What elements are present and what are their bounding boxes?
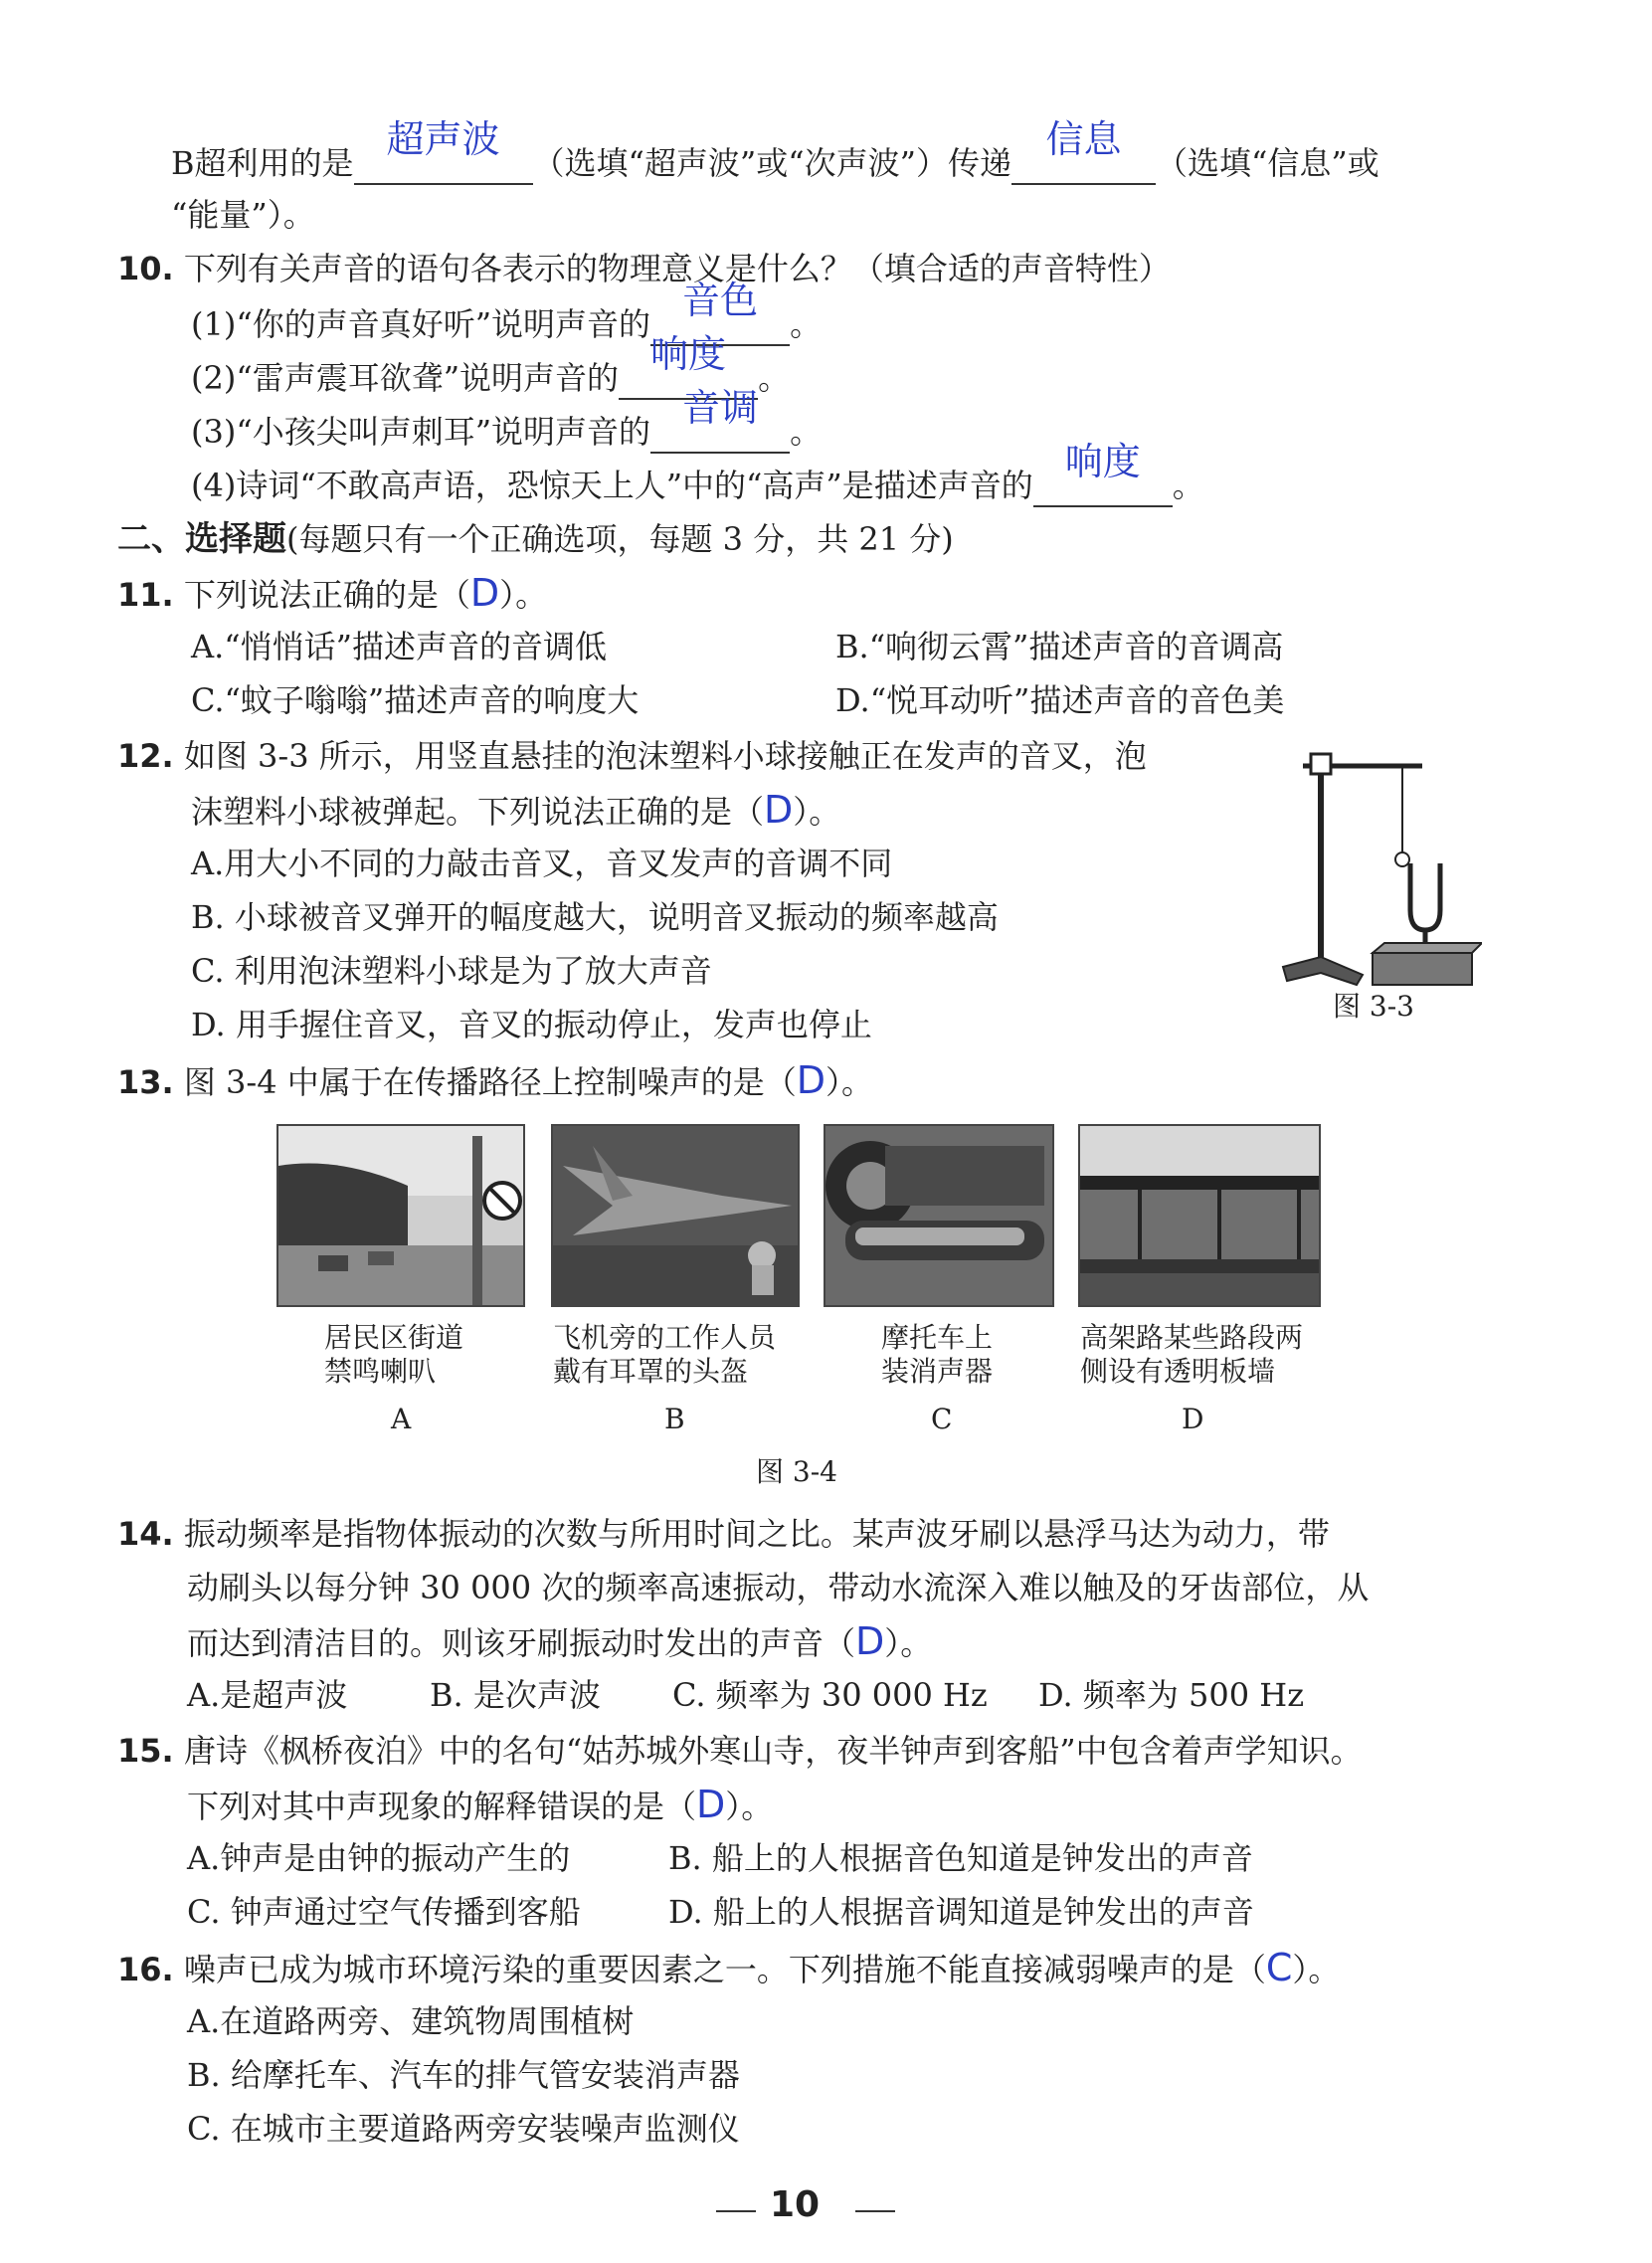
q10-blank-4[interactable]: 响度 [1033, 462, 1173, 507]
q10-blank-1[interactable]: 音色 [650, 300, 790, 346]
q14-option-c[interactable]: C. 频率为 30 000 Hz [672, 1676, 988, 1714]
q13-answer[interactable]: D [796, 1058, 826, 1102]
figure-3-4-caption: 图 3-4 [756, 1455, 837, 1488]
q12-option-c[interactable]: C. 利用泡沫塑料小球是为了放大声音 [191, 952, 712, 990]
q15-option-c[interactable]: C. 钟声通过空气传播到客船 [187, 1893, 581, 1931]
label-b: B [664, 1403, 685, 1435]
q10-sub2: (2)“雷声震耳欲聋”说明声音的 响度 。 [191, 354, 790, 400]
q15-option-a[interactable]: A.钟声是由钟的振动产生的 [187, 1839, 571, 1877]
photo-b-jet[interactable] [551, 1124, 800, 1307]
page-number: 10 [770, 2184, 821, 2225]
q14-option-b[interactable]: B. 是次声波 [430, 1676, 601, 1714]
q10-sub1: (1)“你的声音真好听”说明声音的 音色 。 [191, 300, 822, 346]
caption-b: 飞机旁的工作人员 戴有耳罩的头盔 [553, 1321, 777, 1388]
q15-option-d[interactable]: D. 船上的人根据音调知道是钟发出的声音 [668, 1893, 1254, 1931]
photo-a-street[interactable] [276, 1124, 525, 1307]
q9-line1: B超利用的是 超声波 （选填“超声波”或“次声波”）传递 信息 （选填“信息”或 [171, 139, 1379, 185]
q11-stem: 11. 下列说法正确的是（D）。 [117, 571, 548, 615]
q12-stem1: 12. 如图 3-3 所示，用竖直悬挂的泡沫塑料小球接触正在发声的音叉，泡 [117, 737, 1147, 775]
q14-line3: 而达到清洁目的。则该牙刷振动时发出的声音（D）。 [187, 1619, 933, 1663]
caption-c: 摩托车上 装消声器 [881, 1321, 994, 1388]
q10-blank-2[interactable]: 响度 [619, 354, 758, 400]
q12-stem2: 沫塑料小球被弹起。下列说法正确的是（D）。 [191, 788, 841, 832]
section-title: 二、选择题(每题只有一个正确选项，每题 3 分，共 21 分) [117, 519, 954, 559]
page-number-dash-left [716, 2210, 756, 2212]
q9-blank-1[interactable]: 超声波 [354, 139, 533, 185]
q13-stem: 13. 图 3-4 中属于在传播路径上控制噪声的是（D）。 [117, 1058, 874, 1102]
q12-option-b[interactable]: B. 小球被音叉弹开的幅度越大，说明音叉振动的频率越高 [191, 898, 999, 936]
q16-option-b[interactable]: B. 给摩托车、汽车的排气管安装消声器 [187, 2056, 740, 2094]
q10-blank-3[interactable]: 音调 [650, 408, 790, 454]
label-a: A [391, 1403, 412, 1435]
q14-option-d[interactable]: D. 频率为 500 Hz [1038, 1676, 1305, 1714]
tuning-fork-figure [1273, 736, 1482, 995]
q16-option-a[interactable]: A.在道路两旁、建筑物周围植树 [187, 2002, 635, 2040]
q10-sub3: (3)“小孩尖叫声刺耳”说明声音的 音调 。 [191, 408, 822, 454]
q14-line2: 动刷头以每分钟 30 000 次的频率高速振动，带动水流深入难以触及的牙齿部位，从 [187, 1569, 1370, 1606]
q9-line2: “能量”）。 [171, 196, 315, 234]
q15-answer[interactable]: D [696, 1783, 726, 1826]
q11-option-c[interactable]: C.“蚊子嗡嗡”描述声音的响度大 [191, 681, 640, 719]
photo-d-sound-barrier[interactable] [1078, 1124, 1321, 1307]
caption-d: 高架路某些路段两 侧设有透明板墙 [1080, 1321, 1304, 1388]
q14-option-a[interactable]: A.是超声波 [187, 1676, 348, 1714]
q16-stem: 16. 噪声已成为城市环境污染的重要因素之一。下列措施不能直接减弱噪声的是（C）。 [117, 1946, 1341, 1989]
q11-answer[interactable]: D [469, 571, 500, 615]
photo-c-motorcycle[interactable] [824, 1124, 1054, 1307]
q12-option-d[interactable]: D. 用手握住音叉，音叉的振动停止，发声也停止 [191, 1006, 872, 1043]
q15-line2: 下列对其中声现象的解释错误的是（D）。 [187, 1783, 774, 1826]
q12-option-a[interactable]: A.用大小不同的力敲击音叉，音叉发声的音调不同 [191, 845, 893, 882]
q16-option-c[interactable]: C. 在城市主要道路两旁安装噪声监测仪 [187, 2110, 740, 2148]
q11-option-a[interactable]: A.“悄悄话”描述声音的音调低 [191, 628, 608, 665]
q15-line1: 15. 唐诗《枫桥夜泊》中的名句“姑苏城外寒山寺，夜半钟声到客船”中包含着声学知识。 [117, 1732, 1363, 1770]
q14-line1: 14. 振动频率是指物体振动的次数与所用时间之比。某声波牙刷以悬浮马达为动力，带 [117, 1515, 1330, 1553]
caption-a: 居民区街道 禁鸣喇叭 [324, 1321, 464, 1388]
page-number-dash-right [855, 2210, 895, 2212]
label-d: D [1182, 1403, 1204, 1435]
figure-3-3-caption: 图 3-3 [1333, 990, 1414, 1023]
q12-answer[interactable]: D [764, 788, 794, 832]
q9-blank-2[interactable]: 信息 [1011, 139, 1156, 185]
q11-option-b[interactable]: B.“响彻云霄”描述声音的音调高 [835, 628, 1284, 665]
q10-sub4: (4)诗词“不敢高声语，恐惊天上人”中的“高声”是描述声音的 响度 。 [191, 462, 1204, 507]
label-c: C [931, 1403, 953, 1435]
q15-option-b[interactable]: B. 船上的人根据音色知道是钟发出的声音 [668, 1839, 1253, 1877]
q14-answer[interactable]: D [855, 1619, 885, 1663]
q11-option-d[interactable]: D.“悦耳动听”描述声音的音色美 [835, 681, 1285, 719]
q16-answer[interactable]: C [1265, 1946, 1293, 1989]
q10-stem: 10. 下列有关声音的语句各表示的物理意义是什么？（填合适的声音特性） [117, 250, 1171, 287]
